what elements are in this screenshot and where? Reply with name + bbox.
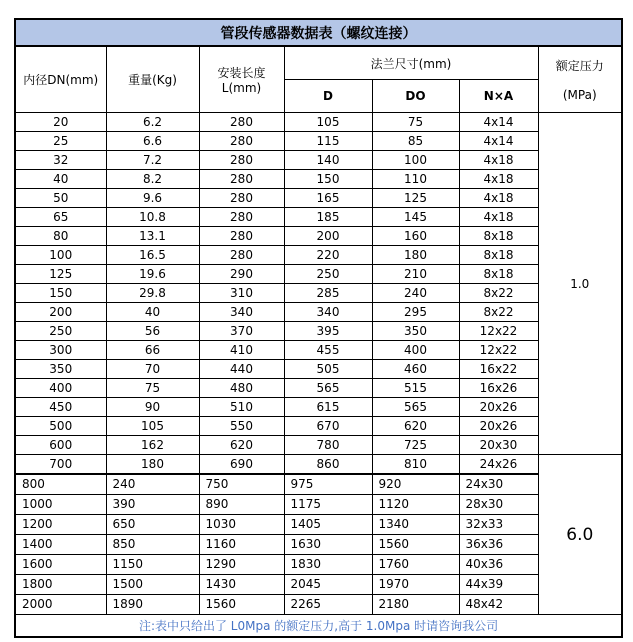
- col-header-nxa: N×A: [459, 80, 538, 113]
- cell-weight: 6.2: [106, 113, 199, 132]
- cell-nxa: 20x26: [459, 417, 538, 436]
- cell-do: 1340: [372, 515, 459, 535]
- cell-nxa: 4x18: [459, 189, 538, 208]
- cell-d: 395: [284, 322, 372, 341]
- cell-nxa: 8x22: [459, 284, 538, 303]
- cell-nxa: 16x22: [459, 360, 538, 379]
- cell-dn: 125: [15, 265, 106, 284]
- cell-dn: 50: [15, 189, 106, 208]
- cell-dn: 100: [15, 246, 106, 265]
- table-row-dn-300: [15, 341, 622, 360]
- col-header-weight: 重量(Kg): [106, 46, 199, 113]
- cell-dn: 80: [15, 227, 106, 246]
- table-row-dn-1000: [15, 495, 622, 515]
- cell-nxa: 4x14: [459, 113, 538, 132]
- footer-note: 注:表中只给出了 L0Mpa 的额定压力,高于 1.0Mpa 时请咨询我公司: [15, 615, 622, 638]
- cell-weight: 650: [106, 515, 199, 535]
- cell-d: 860: [284, 455, 372, 475]
- table-row-dn-80: [15, 227, 622, 246]
- cell-dn: 150: [15, 284, 106, 303]
- cell-length: 440: [199, 360, 284, 379]
- cell-length: 1160: [199, 535, 284, 555]
- cell-length: 1560: [199, 595, 284, 615]
- cell-weight: 240: [106, 474, 199, 495]
- col-header-length-line1: 安装长度: [217, 66, 266, 80]
- cell-weight: 6.6: [106, 132, 199, 151]
- cell-do: 210: [372, 265, 459, 284]
- cell-nxa: 44x39: [459, 575, 538, 595]
- cell-length: 550: [199, 417, 284, 436]
- cell-dn: 20: [15, 113, 106, 132]
- table-body: [15, 19, 622, 637]
- col-header-do: DO: [372, 80, 459, 113]
- table-row-dn-400: [15, 379, 622, 398]
- cell-weight: 75: [106, 379, 199, 398]
- cell-do: 180: [372, 246, 459, 265]
- cell-dn: 25: [15, 132, 106, 151]
- table-row-dn-450: [15, 398, 622, 417]
- cell-do: 85: [372, 132, 459, 151]
- cell-nxa: 20x30: [459, 436, 538, 455]
- cell-length: 290: [199, 265, 284, 284]
- cell-dn: 1200: [15, 515, 106, 535]
- cell-length: 280: [199, 113, 284, 132]
- cell-dn: 65: [15, 208, 106, 227]
- cell-dn: 1000: [15, 495, 106, 515]
- cell-length: 750: [199, 474, 284, 495]
- cell-length: 1030: [199, 515, 284, 535]
- cell-d: 2045: [284, 575, 372, 595]
- cell-nxa: 8x18: [459, 227, 538, 246]
- cell-weight: 8.2: [106, 170, 199, 189]
- cell-d: 1630: [284, 535, 372, 555]
- table-row-dn-20: [15, 113, 622, 132]
- cell-length: 280: [199, 208, 284, 227]
- cell-nxa: 8x18: [459, 246, 538, 265]
- cell-nxa: 24x26: [459, 455, 538, 475]
- col-header-pressure-line1: 额定压力: [555, 59, 604, 73]
- cell-dn: 32: [15, 151, 106, 170]
- cell-d: 140: [284, 151, 372, 170]
- table-row-dn-1200: [15, 515, 622, 535]
- cell-d: 565: [284, 379, 372, 398]
- cell-do: 725: [372, 436, 459, 455]
- col-header-pressure-line2: (MPa): [562, 88, 597, 102]
- cell-weight: 29.8: [106, 284, 199, 303]
- cell-d: 780: [284, 436, 372, 455]
- cell-weight: 19.6: [106, 265, 199, 284]
- cell-do: 400: [372, 341, 459, 360]
- cell-weight: 162: [106, 436, 199, 455]
- cell-length: 690: [199, 455, 284, 475]
- table-row-dn-32: [15, 151, 622, 170]
- cell-nxa: 12x22: [459, 322, 538, 341]
- cell-do: 110: [372, 170, 459, 189]
- cell-nxa: 28x30: [459, 495, 538, 515]
- table-row-dn-350: [15, 360, 622, 379]
- note-row: [15, 615, 622, 638]
- cell-d: 975: [284, 474, 372, 495]
- table-row-dn-40: [15, 170, 622, 189]
- cell-weight: 9.6: [106, 189, 199, 208]
- cell-length: 280: [199, 227, 284, 246]
- table-row-dn-2000: [15, 595, 622, 615]
- col-header-d: D: [284, 80, 372, 113]
- table-row-dn-800: [15, 474, 622, 495]
- cell-weight: 70: [106, 360, 199, 379]
- cell-d: 105: [284, 113, 372, 132]
- table-row-dn-25: [15, 132, 622, 151]
- cell-nxa: 4x18: [459, 151, 538, 170]
- cell-dn: 700: [15, 455, 106, 475]
- table-row-dn-50: [15, 189, 622, 208]
- table-row-dn-200: [15, 303, 622, 322]
- cell-do: 125: [372, 189, 459, 208]
- cell-weight: 1500: [106, 575, 199, 595]
- cell-do: 620: [372, 417, 459, 436]
- cell-weight: 90: [106, 398, 199, 417]
- cell-do: 810: [372, 455, 459, 475]
- table-row-dn-500: [15, 417, 622, 436]
- cell-do: 1970: [372, 575, 459, 595]
- cell-nxa: 4x14: [459, 132, 538, 151]
- cell-length: 410: [199, 341, 284, 360]
- cell-nxa: 32x33: [459, 515, 538, 535]
- cell-weight: 1150: [106, 555, 199, 575]
- cell-nxa: 8x18: [459, 265, 538, 284]
- cell-nxa: 4x18: [459, 208, 538, 227]
- cell-do: 1120: [372, 495, 459, 515]
- table-row-dn-100: [15, 246, 622, 265]
- cell-d: 2265: [284, 595, 372, 615]
- cell-d: 1405: [284, 515, 372, 535]
- cell-do: 1760: [372, 555, 459, 575]
- cell-dn: 600: [15, 436, 106, 455]
- cell-dn: 1400: [15, 535, 106, 555]
- table-row-dn-1800: [15, 575, 622, 595]
- cell-length: 280: [199, 132, 284, 151]
- col-header-length-line2: L(mm): [221, 81, 262, 95]
- cell-nxa: 16x26: [459, 379, 538, 398]
- cell-d: 1830: [284, 555, 372, 575]
- cell-do: 2180: [372, 595, 459, 615]
- cell-dn: 200: [15, 303, 106, 322]
- table-row-dn-65: [15, 208, 622, 227]
- cell-do: 145: [372, 208, 459, 227]
- cell-d: 340: [284, 303, 372, 322]
- cell-length: 310: [199, 284, 284, 303]
- cell-length: 370: [199, 322, 284, 341]
- pipe-sensor-data-table: [14, 18, 623, 638]
- cell-d: 220: [284, 246, 372, 265]
- cell-weight: 66: [106, 341, 199, 360]
- cell-weight: 16.5: [106, 246, 199, 265]
- cell-do: 350: [372, 322, 459, 341]
- cell-do: 240: [372, 284, 459, 303]
- cell-weight: 40: [106, 303, 199, 322]
- cell-do: 460: [372, 360, 459, 379]
- cell-d: 150: [284, 170, 372, 189]
- table-row-dn-600: [15, 436, 622, 455]
- table-row-dn-1400: [15, 535, 622, 555]
- cell-nxa: 24x30: [459, 474, 538, 495]
- cell-d: 455: [284, 341, 372, 360]
- cell-length: 620: [199, 436, 284, 455]
- col-header-pressure: [538, 46, 622, 113]
- cell-dn: 40: [15, 170, 106, 189]
- cell-length: 280: [199, 189, 284, 208]
- cell-nxa: 48x42: [459, 595, 538, 615]
- cell-weight: 105: [106, 417, 199, 436]
- cell-d: 165: [284, 189, 372, 208]
- cell-do: 515: [372, 379, 459, 398]
- table-row-dn-125: [15, 265, 622, 284]
- table-row-dn-1600: [15, 555, 622, 575]
- col-header-length: [199, 46, 284, 113]
- cell-d: 185: [284, 208, 372, 227]
- col-header-flange: 法兰尺寸(mm): [284, 46, 538, 80]
- cell-dn: 2000: [15, 595, 106, 615]
- cell-weight: 13.1: [106, 227, 199, 246]
- cell-weight: 10.8: [106, 208, 199, 227]
- cell-d: 285: [284, 284, 372, 303]
- cell-do: 565: [372, 398, 459, 417]
- cell-do: 75: [372, 113, 459, 132]
- cell-do: 295: [372, 303, 459, 322]
- cell-length: 1290: [199, 555, 284, 575]
- cell-length: 280: [199, 246, 284, 265]
- cell-d: 505: [284, 360, 372, 379]
- cell-d: 250: [284, 265, 372, 284]
- cell-dn: 350: [15, 360, 106, 379]
- cell-length: 340: [199, 303, 284, 322]
- cell-weight: 180: [106, 455, 199, 475]
- cell-length: 1430: [199, 575, 284, 595]
- cell-d: 200: [284, 227, 372, 246]
- cell-d: 615: [284, 398, 372, 417]
- table-title: 管段传感器数据表（螺纹连接）: [15, 19, 622, 46]
- cell-pressure: 1.0: [538, 113, 622, 455]
- cell-length: 480: [199, 379, 284, 398]
- cell-nxa: 20x26: [459, 398, 538, 417]
- cell-dn: 250: [15, 322, 106, 341]
- cell-nxa: 4x18: [459, 170, 538, 189]
- cell-dn: 1600: [15, 555, 106, 575]
- cell-dn: 300: [15, 341, 106, 360]
- cell-dn: 1800: [15, 575, 106, 595]
- cell-d: 1175: [284, 495, 372, 515]
- cell-dn: 800: [15, 474, 106, 495]
- cell-nxa: 36x36: [459, 535, 538, 555]
- title-row: [15, 19, 622, 46]
- cell-weight: 850: [106, 535, 199, 555]
- table-row-dn-150: [15, 284, 622, 303]
- cell-dn: 450: [15, 398, 106, 417]
- cell-weight: 56: [106, 322, 199, 341]
- cell-length: 890: [199, 495, 284, 515]
- cell-nxa: 40x36: [459, 555, 538, 575]
- table-row-dn-700: [15, 455, 622, 475]
- cell-nxa: 8x22: [459, 303, 538, 322]
- cell-d: 670: [284, 417, 372, 436]
- cell-do: 100: [372, 151, 459, 170]
- header-row-1: [15, 46, 622, 80]
- cell-weight: 7.2: [106, 151, 199, 170]
- cell-dn: 400: [15, 379, 106, 398]
- cell-nxa: 12x22: [459, 341, 538, 360]
- cell-do: 920: [372, 474, 459, 495]
- table-row-dn-250: [15, 322, 622, 341]
- cell-length: 280: [199, 151, 284, 170]
- cell-dn: 500: [15, 417, 106, 436]
- cell-do: 160: [372, 227, 459, 246]
- cell-length: 280: [199, 170, 284, 189]
- cell-weight: 390: [106, 495, 199, 515]
- cell-d: 115: [284, 132, 372, 151]
- cell-do: 1560: [372, 535, 459, 555]
- col-header-dn: 内径DN(mm): [15, 46, 106, 113]
- cell-weight: 1890: [106, 595, 199, 615]
- cell-pressure: 6.0: [538, 455, 622, 615]
- cell-length: 510: [199, 398, 284, 417]
